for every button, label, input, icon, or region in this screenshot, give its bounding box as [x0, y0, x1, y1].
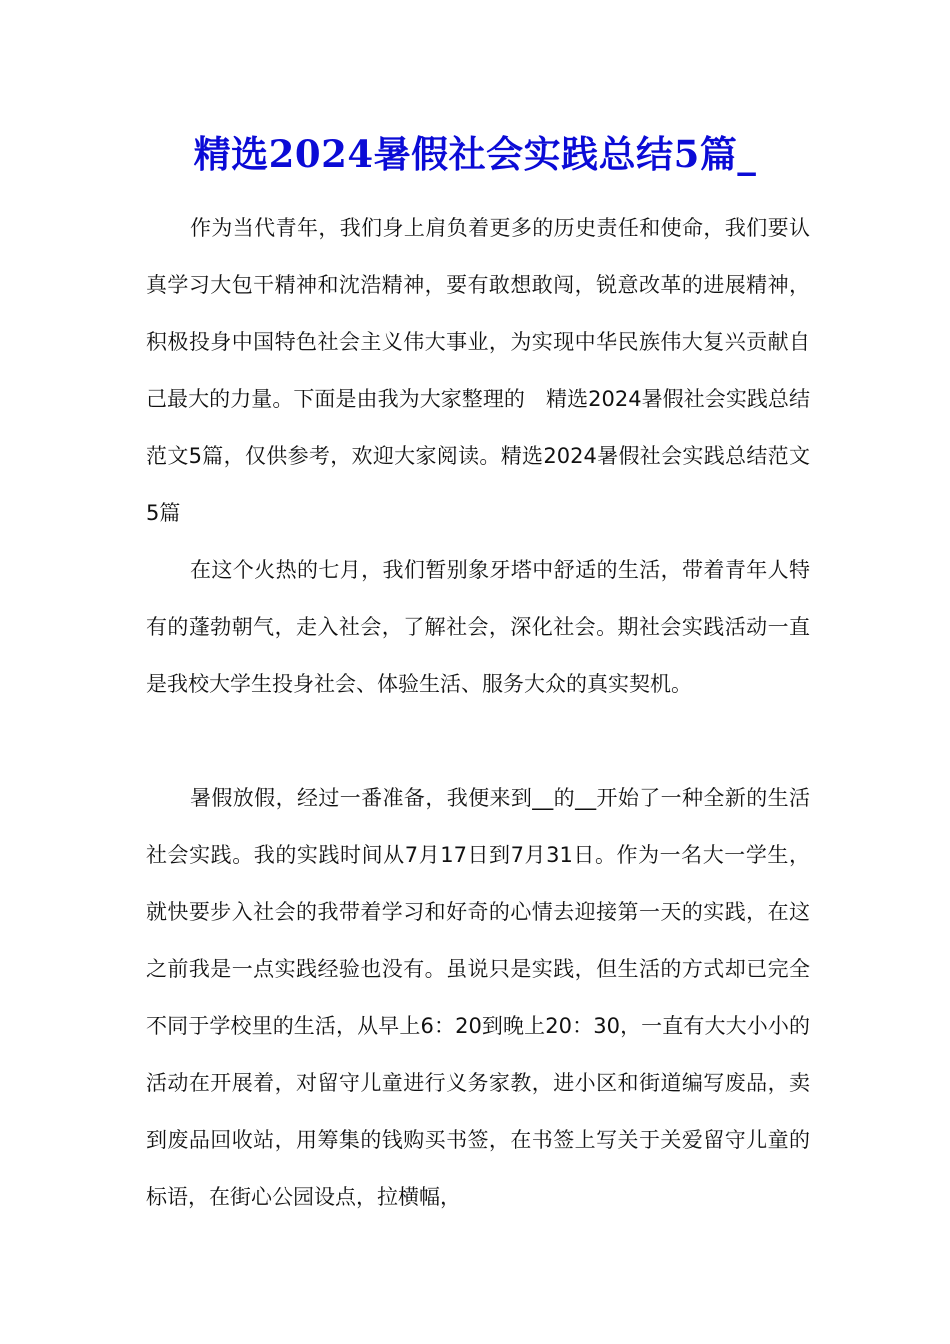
paragraph-intro: 作为当代青年，我们身上肩负着更多的历史责任和使命，我们要认真学习大包干精神和沈浩精神，要有敢想敢闯，锐意改革的进展精神，积极投身中国特色社会主义伟大事业，为实现中华民族伟大复兴贡献自己最大的力量。下面是由我为大家整理的 精选2024暑假社会实践总结范文5篇，仅供参考，欢迎大家阅读。精选2024暑假社会实践总结范文5篇	[146, 216, 810, 525]
document-title: 精选2024暑假社会实践总结5篇_	[193, 132, 757, 176]
paragraph-practice: 暑假放假，经过一番准备，我便来到__的__开始了一种全新的生活社会实践。我的实践时间从7月17日到7月31日。作为一名大一学生，就快要步入社会的我带着学习和好奇的心情去迎接第一天的实践，在这之前我是一点实践经验也没有。虽说只是实践，但生活的方式却已完全不同于学校里的生活，从早上6：20到晚上20：30，一直有大大小小的活动在开展着，对留守儿童进行义务家教，进小区和街道编写废品，卖到废品回收站，用筹集的钱购买书签，在书签上写关于关爱留守儿童的标语，在街心公园设点，拉横幅，	[146, 786, 810, 1209]
paragraph-spacer	[146, 713, 810, 770]
paragraph-july: 在这个火热的七月，我们暂别象牙塔中舒适的生活，带着青年人特有的蓬勃朝气，走入社会，了解社会，深化社会。期社会实践活动一直是我校大学生投身社会、体验生活、服务大众的真实契机。	[146, 558, 810, 696]
document-body	[146, 200, 810, 1226]
